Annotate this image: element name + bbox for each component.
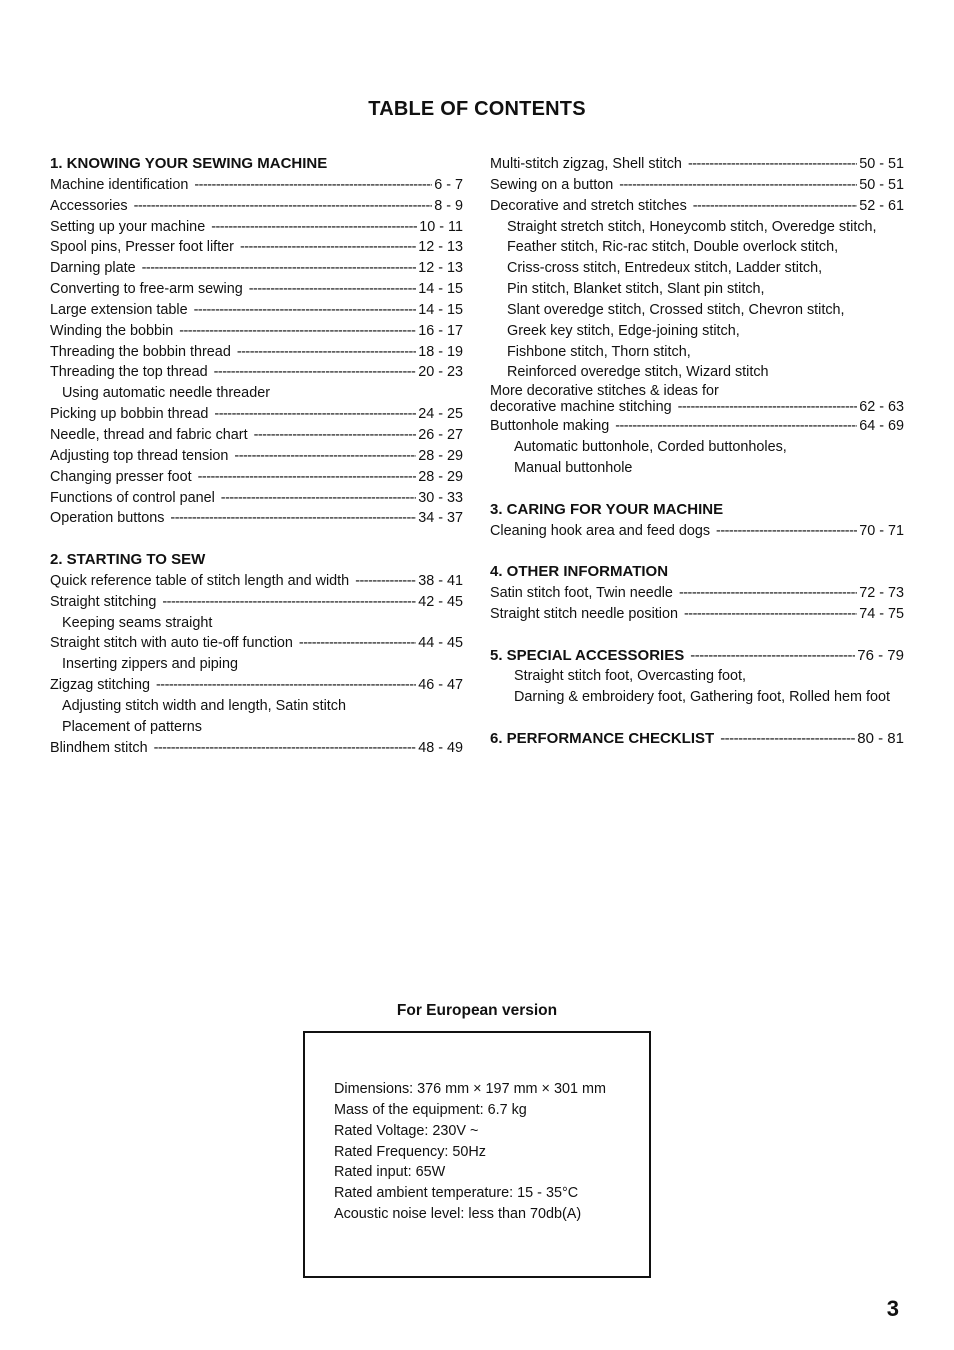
toc-subentry-text: Keeping seams straight (62, 614, 213, 631)
dot-leader (214, 362, 417, 383)
section-heading-text: 1. KNOWING YOUR SEWING MACHINE (50, 155, 328, 172)
page-range: 20 - 23 (418, 364, 463, 381)
toc-subentry (490, 687, 904, 708)
toc-entry-title: Accessories (50, 197, 128, 214)
page-range: 12 - 13 (418, 260, 463, 277)
dot-leader (254, 425, 417, 446)
toc-subentry-text: Using automatic needle threader (62, 385, 270, 402)
toc-subentry-text: Adjusting stitch width and length, Satin stitch (62, 697, 346, 714)
dot-leader (716, 521, 857, 542)
page-range: 64 - 69 (859, 418, 904, 435)
page-title: TABLE OF CONTENTS (368, 98, 586, 120)
page-range: 18 - 19 (418, 343, 463, 360)
dot-leader (299, 633, 416, 654)
toc-entry (50, 508, 463, 529)
toc-right-column (490, 154, 904, 750)
toc-subentry (490, 300, 904, 321)
toc-entry (490, 175, 904, 196)
dot-leader (237, 342, 416, 363)
toc-subentry-text: Straight stitch foot, Overcasting foot, (514, 668, 746, 685)
page-range: 24 - 25 (418, 406, 463, 423)
toc-entry (50, 362, 463, 383)
toc-entry (50, 237, 463, 258)
toc-entry-title: Winding the bobbin (50, 322, 174, 339)
page-range: 50 - 51 (859, 156, 904, 172)
toc-subentry (490, 217, 904, 238)
toc-subentry (50, 717, 463, 738)
dot-leader (154, 738, 417, 759)
toc-subentry-text: Straight stretch stitch, Honeycomb stitch, Overedge stitch, (507, 218, 877, 235)
page-range: 74 - 75 (859, 605, 904, 622)
toc-entry-title: Sewing on a button (490, 176, 614, 193)
page-range: 14 - 15 (418, 281, 463, 298)
toc-entry (50, 279, 463, 300)
page-range: 28 - 29 (418, 468, 463, 485)
toc-entry-title: Blindhem stitch (50, 739, 148, 756)
spec-line: Mass of the equipment: 6.7 kg (334, 1101, 527, 1118)
toc-entry-title: Threading the top thread (50, 364, 208, 381)
dot-leader (162, 592, 416, 613)
dot-leader (684, 604, 857, 625)
toc-subentry (50, 654, 463, 675)
toc-subentry-text: Manual buttonhole (514, 459, 633, 476)
page-range: 44 - 45 (418, 635, 463, 652)
spec-line: Rated input: 65W (334, 1164, 446, 1181)
page-range: 10 - 11 (419, 218, 463, 235)
toc-entry (490, 604, 904, 625)
toc-entry (50, 633, 463, 654)
page-range: 8 - 9 (434, 197, 463, 214)
section-heading-text: 5. SPECIAL ACCESSORIES (490, 646, 685, 664)
spec-line: Acoustic noise level: less than 70db(A) (334, 1206, 582, 1223)
toc-entry-title: Functions of control panel (50, 489, 215, 506)
dot-leader (355, 571, 416, 592)
toc-entry (50, 175, 463, 196)
dot-leader (240, 237, 416, 258)
toc-entry-title: Darning plate (50, 260, 136, 277)
toc-entry (490, 521, 904, 542)
toc-subentry-text: Darning & embroidery foot, Gathering foot, Rolled hem foot (514, 689, 890, 706)
toc-subentry (50, 613, 463, 634)
toc-subentry-text: Reinforced overedge stitch, Wizard stitch (507, 364, 769, 381)
toc-subentry (490, 279, 904, 300)
toc-entry-title: Adjusting top thread tension (50, 447, 229, 464)
toc-entry-title: Multi-stitch zigzag, Shell stitch (490, 156, 682, 172)
toc-subentry (490, 666, 904, 687)
toc-entry (50, 425, 463, 446)
toc-entry (50, 321, 463, 342)
toc-subentry-text: Pin stitch, Blanket stitch, Slant pin stitch, (507, 281, 765, 298)
dot-leader (690, 646, 855, 667)
toc-entry (50, 488, 463, 509)
toc-entry-title: Quick reference table of stitch length and width (50, 572, 350, 589)
spec-line: Dimensions: 376 mm × 197 mm × 301 mm (334, 1081, 606, 1097)
page-range: 42 - 45 (418, 593, 463, 610)
toc-entry-title: Zigzag stitching (50, 677, 150, 694)
toc-entry (50, 404, 463, 425)
toc-entry (490, 416, 904, 437)
section-heading (50, 154, 463, 175)
page-range: 30 - 33 (418, 489, 463, 506)
toc-subentry (490, 362, 904, 383)
toc-entry (50, 446, 463, 467)
european-version-label: For European version (396, 1002, 558, 1019)
toc-entry (50, 258, 463, 279)
page-range: 34 - 37 (418, 510, 463, 527)
toc-entry-title: Threading the bobbin thread (50, 343, 231, 360)
section-heading-text: 6. PERFORMANCE CHECKLIST (490, 729, 715, 747)
page-range: 28 - 29 (418, 447, 463, 464)
page-range: 26 - 27 (418, 426, 463, 443)
toc-entry (50, 738, 463, 759)
toc-entry (50, 217, 463, 238)
toc-entry-title: Cleaning hook area and feed dogs (490, 522, 711, 539)
toc-entry-title: decorative machine stitching (490, 399, 672, 416)
toc-entry-title: Straight stitch with auto tie-off function (50, 635, 293, 652)
toc-entry (50, 300, 463, 321)
dot-leader (249, 279, 416, 300)
toc-entry-title: Picking up bobbin thread (50, 406, 209, 423)
page-range: 62 - 63 (859, 399, 904, 416)
page-range: 70 - 71 (859, 522, 904, 539)
toc-entry (50, 592, 463, 613)
toc-left-column (50, 154, 463, 758)
european-spec-box (303, 1031, 651, 1278)
section-heading-entry (490, 646, 904, 667)
section-heading (50, 550, 463, 571)
page-range: 72 - 73 (859, 585, 904, 602)
toc-entry (50, 342, 463, 363)
spec-line: Rated Voltage: 230V ~ (334, 1122, 479, 1139)
toc-subentry-text: Automatic buttonhole, Corded buttonholes, (514, 439, 787, 456)
toc-entry-title: Decorative and stretch stitches (490, 197, 687, 214)
toc-entry-line2 (490, 398, 904, 416)
section-gap (490, 708, 904, 729)
dot-leader (693, 196, 857, 217)
toc-entry-title: Needle, thread and fabric chart (50, 426, 248, 443)
page-range: 6 - 7 (434, 176, 463, 193)
dot-leader (170, 508, 416, 529)
dot-leader (194, 300, 417, 321)
dot-leader (214, 404, 416, 425)
toc-subentry (490, 458, 904, 479)
section-gap (490, 541, 904, 562)
toc-entry-title: Machine identification (50, 176, 189, 193)
section-heading-text: 4. OTHER INFORMATION (490, 563, 669, 581)
section-heading-text: 2. STARTING TO SEW (50, 551, 206, 569)
section-gap (490, 625, 904, 646)
page-range: 50 - 51 (859, 176, 904, 193)
toc-entry (50, 571, 463, 592)
dot-leader (234, 446, 416, 467)
section-heading-entry (490, 729, 904, 750)
dot-leader (194, 175, 432, 196)
toc-subentry-text: Placement of patterns (62, 718, 202, 735)
toc-entry-title: Buttonhole making (490, 418, 610, 435)
page-range: 38 - 41 (418, 572, 463, 589)
page-range: 52 - 61 (859, 197, 904, 214)
dot-leader (221, 488, 416, 509)
dot-leader (615, 416, 857, 437)
dot-leader (198, 467, 417, 488)
spec-list (334, 1079, 606, 1225)
toc-entry-title: Operation buttons (50, 510, 165, 527)
toc-subentry-text: Slant overedge stitch, Crossed stitch, Chevron stitch, (507, 301, 845, 318)
dot-leader (679, 583, 857, 604)
toc-subentry-text: Greek key stitch, Edge-joining stitch, (507, 322, 740, 339)
dot-leader (142, 258, 417, 279)
dot-leader (720, 729, 855, 750)
toc-entry-title: Setting up your machine (50, 218, 206, 235)
toc-subentry-text: Criss-cross stitch, Entredeux stitch, Ladder stitch, (507, 260, 823, 277)
toc-entry (490, 383, 904, 416)
toc-subentry (490, 342, 904, 363)
toc-entry-title: Converting to free-arm sewing (50, 281, 243, 298)
section-gap (490, 479, 904, 500)
dot-leader (688, 154, 857, 175)
toc-subentry-text: Feather stitch, Ric-rac stitch, Double overlock stitch, (507, 239, 839, 256)
section-heading-text: 3. CARING FOR YOUR MACHINE (490, 500, 724, 518)
page-range: 80 - 81 (857, 729, 904, 747)
section-heading (490, 562, 904, 583)
page-range: 14 - 15 (418, 301, 463, 318)
toc-entry (490, 583, 904, 604)
dot-leader (619, 175, 857, 196)
dot-leader (211, 217, 417, 238)
toc-subentry-text: Fishbone stitch, Thorn stitch, (507, 343, 691, 360)
toc-subentry (490, 237, 904, 258)
toc-subentry (490, 258, 904, 279)
section-heading (490, 500, 904, 521)
toc-entry-title: Straight stitch needle position (490, 605, 678, 622)
spec-line: Rated Frequency: 50Hz (334, 1143, 486, 1160)
toc-entry-title: Straight stitching (50, 593, 157, 610)
toc-entry-title-line1: More decorative stitches & ideas for (490, 383, 719, 400)
toc-entry (490, 154, 904, 175)
spec-line: Rated ambient temperature: 15 - 35°C (334, 1185, 579, 1202)
dot-leader (134, 196, 433, 217)
toc-entry-title: Changing presser foot (50, 468, 192, 485)
toc-subentry (490, 321, 904, 342)
page-number: 3 (886, 1296, 899, 1321)
toc-entry-title: Large extension table (50, 301, 188, 318)
toc-subentry (50, 383, 463, 404)
toc-subentry (490, 437, 904, 458)
toc-entry (50, 675, 463, 696)
section-gap (50, 529, 463, 550)
page-range: 76 - 79 (857, 646, 904, 664)
dot-leader (156, 675, 416, 696)
toc-entry (50, 467, 463, 488)
page-range: 46 - 47 (418, 677, 463, 694)
toc-entry-title: Spool pins, Presser foot lifter (50, 239, 234, 256)
page-range: 12 - 13 (418, 239, 463, 256)
toc-subentry (50, 696, 463, 717)
toc-entry (490, 196, 904, 217)
page-range: 48 - 49 (418, 739, 463, 756)
dot-leader (179, 321, 416, 342)
page-range: 16 - 17 (418, 322, 463, 339)
toc-entry (50, 196, 463, 217)
toc-entry-title: Satin stitch foot, Twin needle (490, 585, 673, 602)
dot-leader (678, 398, 858, 416)
toc-subentry-text: Inserting zippers and piping (62, 656, 238, 673)
